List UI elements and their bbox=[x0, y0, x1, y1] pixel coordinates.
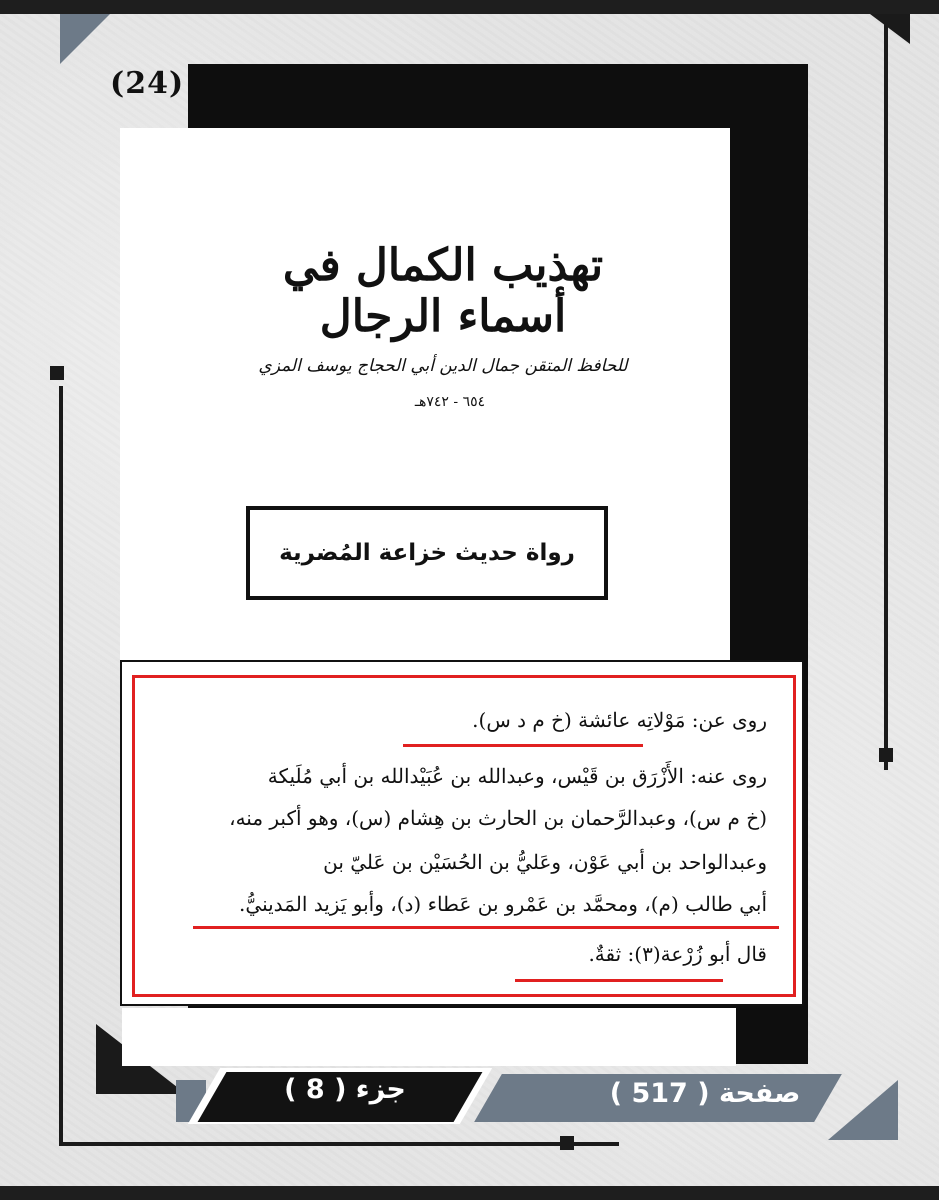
volume-reference: جزء ( 8 ) bbox=[284, 1074, 406, 1105]
underline-1 bbox=[403, 744, 643, 747]
excerpt-line-2: روى عنه: الأَزْرَق بن قَيْس، وعبدالله بن عُبَيْدالله بن أبي مُلَيكة bbox=[267, 764, 767, 788]
excerpt-highlight-box bbox=[132, 675, 796, 997]
top-bar bbox=[0, 0, 939, 14]
section-title-box bbox=[246, 506, 608, 600]
frame-square-right bbox=[879, 748, 893, 762]
book-title: تهذيب الكمال في أسماء الرجال bbox=[282, 240, 604, 342]
book-cover-card bbox=[120, 128, 730, 708]
frame-line-left bbox=[59, 386, 63, 1146]
frame-line-right bbox=[884, 14, 888, 770]
page-reference: صفحة ( 517 ) bbox=[609, 1078, 801, 1109]
excerpt-line-1: روى عن: مَوْلاتِه عائشة (خ م د س). bbox=[472, 708, 767, 732]
frame-square-left bbox=[50, 366, 64, 380]
frame-square-bottom bbox=[560, 1136, 574, 1150]
corner-triangle-bottom-right bbox=[828, 1080, 898, 1140]
frame-line-bottom bbox=[59, 1142, 619, 1146]
page-number: (24) bbox=[110, 66, 185, 101]
excerpt-line-3: (خ م س)، وعبدالرَّحمان بن الحارث بن هِشام (س)، وهو أكبر منه، bbox=[229, 806, 767, 830]
excerpt-line-6: قال أبو زُرْعة(٣): ثقةٌ. bbox=[588, 942, 767, 966]
book-dates: ٦٥٤ - ٧٤٢هـ bbox=[414, 394, 486, 410]
excerpt-line-4: وعبدالواحد بن أبي عَوْن، وعَليُّ بن الحُسَيْن بن عَليّ بن bbox=[323, 850, 767, 874]
corner-triangle-top-right bbox=[870, 14, 910, 44]
underline-3 bbox=[515, 979, 723, 982]
lower-white-strip bbox=[122, 1008, 736, 1066]
bottom-bar bbox=[0, 1186, 939, 1200]
book-author: للحافظ المتقن جمال الدين أبي الحجاج يوسف المزي bbox=[258, 356, 628, 376]
underline-2 bbox=[193, 926, 779, 929]
section-title: رواة حديث خزاعة المُضرية bbox=[279, 540, 575, 566]
corner-triangle-top-left bbox=[60, 14, 110, 70]
excerpt-line-5: أبي طالب (م)، ومحمَّد بن عَمْرو بن عَطاء (د)، وأبو يَزيد المَدينيُّ. bbox=[239, 892, 767, 916]
